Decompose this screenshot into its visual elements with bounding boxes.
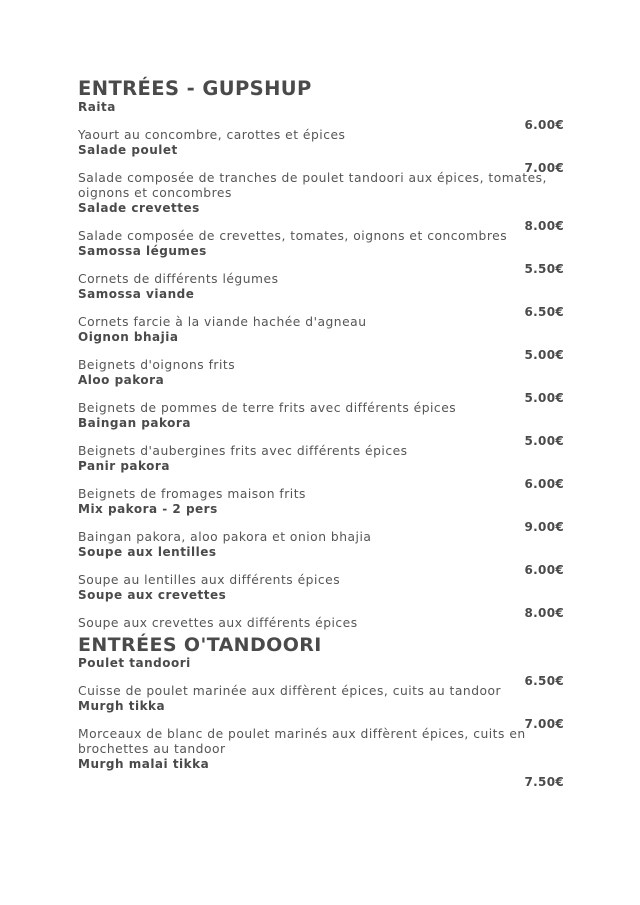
item-description: Salade composée de tranches de poulet tandoori aux épices, tomates, oignons et concombres [78, 171, 547, 200]
item-name: Samossa viande [78, 287, 195, 301]
menu-item [78, 459, 564, 502]
item-name: Raita [78, 100, 116, 114]
menu-item [78, 143, 564, 201]
item-description: Yaourt au concombre, carottes et épices [78, 128, 346, 142]
section-title: ENTRÉES O'TANDOORI [78, 634, 322, 656]
item-description: Beignets de fromages maison frits [78, 487, 306, 501]
item-name: Soupe aux lentilles [78, 545, 217, 559]
menu-item [78, 244, 564, 287]
item-price: 6.50€ [524, 305, 564, 319]
section-title: ENTRÉES - GUPSHUP [78, 77, 312, 100]
item-name: Poulet tandoori [78, 656, 191, 670]
item-description: Cuisse de poulet marinée aux diffèrent épices, cuits au tandoor [78, 684, 502, 698]
item-price: 7.50€ [524, 775, 564, 789]
menu-item [78, 201, 564, 244]
menu-item [78, 502, 564, 545]
item-price: 5.00€ [524, 434, 564, 448]
item-price: 6.00€ [524, 563, 564, 577]
item-description: Morceaux de blanc de poulet marinés aux diffèrent épices, cuits en brochettes au tandoor [78, 727, 526, 756]
menu-item [78, 100, 564, 143]
menu-item [78, 416, 564, 459]
item-name: Panir pakora [78, 459, 170, 473]
item-name: Oignon bhajia [78, 330, 179, 344]
menu-item [78, 699, 564, 757]
section-tandoori [78, 634, 564, 789]
section-gupshup [78, 78, 564, 631]
item-name: Murgh malai tikka [78, 757, 210, 771]
item-price: 5.00€ [524, 391, 564, 405]
item-description: Salade composée de crevettes, tomates, oignons et concombres [78, 229, 508, 243]
menu-item [78, 757, 564, 789]
item-name: Salade crevettes [78, 201, 200, 215]
menu-item [78, 373, 564, 416]
menu-item [78, 545, 564, 588]
item-description: Cornets farcie à la viande hachée d'agneau [78, 315, 367, 329]
menu-item [78, 330, 564, 373]
item-name: Aloo pakora [78, 373, 165, 387]
menu-page [78, 77, 564, 789]
item-price: 7.00€ [524, 717, 564, 731]
item-price: 5.50€ [524, 262, 564, 276]
item-name: Murgh tikka [78, 699, 166, 713]
item-name: Salade poulet [78, 143, 178, 157]
item-description: Beignets d'oignons frits [78, 358, 236, 372]
item-name: Soupe aux crevettes [78, 588, 227, 602]
item-price: 9.00€ [524, 520, 564, 534]
item-price: 6.00€ [524, 477, 564, 491]
item-name: Mix pakora - 2 pers [78, 502, 218, 516]
item-description: Cornets de différents légumes [78, 272, 279, 286]
menu-item [78, 287, 564, 330]
item-price: 7.00€ [524, 161, 564, 175]
item-name: Baingan pakora [78, 416, 191, 430]
menu-item [78, 656, 564, 699]
item-price: 6.00€ [524, 118, 564, 132]
menu-item [78, 588, 564, 631]
item-name: Samossa légumes [78, 244, 207, 258]
item-price: 8.00€ [524, 219, 564, 233]
item-price: 6.50€ [524, 674, 564, 688]
item-description: Beignets d'aubergines frits avec différents épices [78, 444, 408, 458]
item-price: 5.00€ [524, 348, 564, 362]
item-description: Baingan pakora, aloo pakora et onion bhajia [78, 530, 372, 544]
item-description: Soupe aux crevettes aux différents épices [78, 616, 358, 630]
item-price: 8.00€ [524, 606, 564, 620]
item-description: Soupe au lentilles aux différents épices [78, 573, 341, 587]
item-description: Beignets de pommes de terre frits avec différents épices [78, 401, 457, 415]
